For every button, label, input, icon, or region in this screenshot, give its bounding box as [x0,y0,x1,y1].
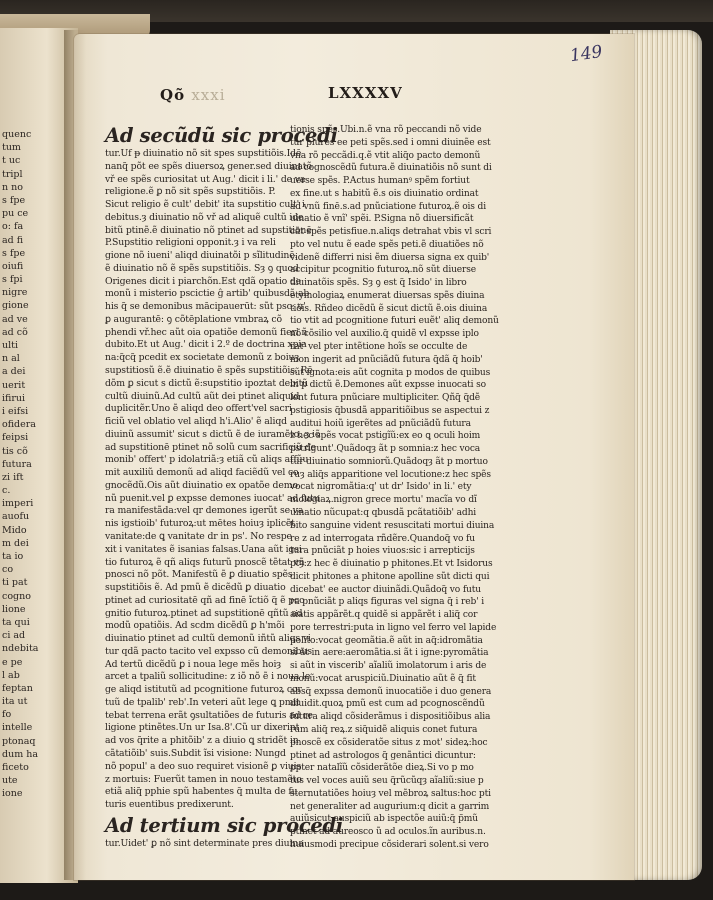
text-line: uinatio ẽ vnĩ' spẽi. P.Signa nõ diuersificãt [290,214,474,225]
margin-line: auofu [2,511,30,523]
article-heading-2: Ad tertium sic procedi [105,813,343,837]
margin-line: s fpe [2,247,26,259]
text-line: rat' vel pter intẽtione hoĩs se occulte de [290,342,468,353]
text-line: duplicitẽr.Uno ẽ aliqd deo offert'vel sacri [105,403,292,415]
text-line: accipitur pcognitio futuroꝝ.nõ sũt diuerse [290,265,476,276]
text-line: huiusmodi precipue cõsiderari solent.si vero [290,839,489,850]
margin-line: feptan [2,682,33,694]
text-line: tio vtit ad pcognitione futuri euẽt' aliq demonũ [290,316,499,327]
margin-line: e pe [2,656,23,668]
text-line: diuinatio ptinet ad cultũ demonũ iñtũ aliqs vi [105,633,311,645]
text-line: tebat terrena erãt ꝯsultatiões de futuris ad re [105,709,313,721]
text-line: supstitiosũ ẽ.ẽ diuinatio ẽ spẽs supstitiõis. Rē [105,365,313,377]
margin-line: ci ad [2,630,26,642]
text-line: ex fine.ut s habitũ ẽ.s ois diuinatio ordinat [290,188,479,199]
margin-line: oiufi [2,260,24,272]
margin-line: ifirui [2,392,26,404]
margin-line: t uc [2,155,21,167]
margin-line: ulti [2,340,19,351]
margin-line: pu ce [2,208,29,220]
text-line: tur.Uf ᵽ diuinatio nõ sit spes supstitiõis.Idē [105,148,302,159]
text-line: cãtatiõib' suis.Subdit ĩsi visione: Nungd [105,747,286,759]
text-line: absq̃ expssa demonũ inuocatiõe i duo genera [290,686,492,697]
text-line: gione nõ iueni' aliqd diuinatõi p sĩlitudinē. [105,250,298,262]
text-line: tio futuroꝝ ẽ qñ aliqs futurũ pnoscẽ tẽtat vñ [105,556,305,568]
margin-line: cogno [2,590,31,602]
text-line: monũ:vocat aruspiciũ.Diuinatio aũt ẽ q̃ fit [290,673,476,684]
margin-line: l ab [2,669,20,681]
text-line: gnitio futuroꝝ.ptinet ad supstitionē qñtũ ad [105,607,303,619]
text-line: ad vnũ finē.s.ad pnũciatione futuroꝝ.ẽ ois di [290,201,486,212]
margin-line: ta io [2,551,24,562]
margin-line: s fpi [2,274,23,286]
running-header-right: LXXXXV [328,84,403,102]
margin-line: gione [2,300,29,312]
margin-line: ad fi [2,234,24,246]
text-line: modũ opatiõis. Ad scdm dicẽdũ ꝑ h'mõi [105,620,285,632]
text-line: tionis spẽs.Ubi.n.ẽ vna rõ peccandi nõ vide [290,125,482,135]
text-line: tus vel voces auiũ seu q̃rũcũqȝ aĩaliũ:siue p [290,776,484,787]
text-line: diuinatõis spẽs. Sȝ ꝯ est q̃ Isido' in libro [290,278,467,289]
margin-line: m dei [2,537,29,549]
text-line: mon ingerit ad pnũciãdũ futura q̃dã q̃ hoib' [290,354,483,365]
header-left-text: Qõ [160,86,186,104]
text-line: religione.ẽ ꝑ nõ sit spẽs supstitiõis. P. [105,186,276,198]
text-line: ad supstitionē ptinet nõ solũ cum sacrificiũ de [105,441,316,453]
text-line: pore terrestri:puta in ligno vel ferro vel lapide [290,622,497,633]
text-line: tur qdã pacto tacito vel expsso cũ demonibus [105,645,312,657]
text-line: tiõis. Rñdeo dicẽdũ ẽ sicut dictũ ẽ.ois diuina [290,303,488,314]
text-line: dicit phitones a phitone apolline sũt dicti qui [290,571,490,582]
text-line: nõ popul' a deo suo requiret visionẽ ꝑ viuis [105,760,302,772]
text-line: pstrĩgunt'.Quãdoqȝ ãt p somnia:z hec voca [290,444,481,455]
column-right-body [290,124,499,852]
text-line: aiatis appãrẽt.q quidẽ si appãrẽt i aliq̃ cor [290,610,478,621]
text-line: monib' offert' p idolatriã:ȝ etiã cũ aliqs affũu [105,454,309,466]
margin-line: zi ift [2,471,24,483]
margin-line: n no [2,181,23,193]
text-line: re z ad interrogata rñdẽre.Quandoq̃ vo fu [290,533,475,544]
margin-line: tis cõ [2,445,28,457]
folio-number: 149 [568,41,604,67]
margin-line: dum ha [2,748,39,760]
text-line: monũ i misterio pscictie ĝ artib' quibusdã ab [105,288,310,300]
margin-line: futura [2,458,32,470]
text-line: ptȝ:z hec ẽ diuinatio p phitones.Et vt Isidorus [290,559,493,570]
text-line: videnẽ differri nisi ẽm diuersa signa ex quib' [290,252,490,263]
text-line: ptinet ad aureosco ũ ad oculos.ĩn auribus.n. [290,827,486,838]
margin-line: ficeto [2,762,29,773]
margin-line: a dei [2,366,26,378]
text-line: tur plures ee peti spẽs.sed i omni diuinẽe est [290,137,491,148]
text-line: z mortuis: Fuerũt tamen in nouo testamẽto [105,773,302,785]
text-line: his q̃ se demonibus mācipauerūt: sũt psc: u' [105,301,306,313]
margin-line: s fpe [2,194,26,206]
text-line: cãt spẽs petisfiue.n.aliqs detrahat vbis vl scri [290,227,492,238]
text-line: na:q̃cq̃ pcedit ex societate demonũ z boiuȝ [105,352,300,364]
text-line: dubito.Et ut Aug.' dicit i 2.º de doctrina xpia [105,339,307,351]
margin-line: tripl [2,168,23,180]
margin-line: c. [2,485,11,497]
text-line: in p dictũ ẽ.Demones aũt expsse inuocati so [290,380,486,391]
text-line: z hec spẽs vocat pstigĩũ:ex eo ꝗ oculi hoim [290,431,481,442]
margin-line: ute [2,775,18,787]
margin-line: ptonaq [2,735,36,747]
text-line: pnosci nõ põt. Manifestũ ẽ ꝑ diuatio spẽs [105,569,293,581]
text-line: vř ee spẽs curiositat ut Aug.' dicit i li.' de va [105,173,306,185]
text-line: ra pnũciãt p aliqs figuras vel signa q̃ i reb' i [290,597,484,608]
margin-line: imperi [2,498,34,510]
margin-line: n al [2,353,20,365]
text-column-right [290,124,499,852]
text-line: supstitiõis ẽ. Ad pmũ ẽ dicẽdũ ꝑ diuatio [105,582,286,594]
text-line: ptinet ad curiositatē qñ ad finē ĩctiõ q̃ ẽ pco [105,594,305,606]
column-left-body-2 [105,837,304,851]
margin-line: ad cõ [2,326,28,338]
text-column-left [105,124,343,851]
margin-line: lione [2,603,26,615]
text-line: pto vel nutu ẽ eade spẽs peti.ẽ diuatiões nõ [290,239,484,250]
text-line: si ãt in aere:aeromãtia.si ãt i igne:pyromãtia [290,648,489,659]
gutter-shadow [64,30,86,880]
text-line: mit auxiliũ demonũ ad aliqd faciẽdũ vel co [105,467,299,479]
margin-line: ad ve [2,313,28,325]
text-line: net generaliter ad augurium:q dicit a garrim [290,801,490,812]
text-line: xit i vanitates ẽ isanias falsas.Uana aũt igsi [105,543,302,555]
margin-line: i eifsi [2,405,29,417]
text-line: futura aliqd cõsiderãmus i dispositiõibus alia [290,712,491,723]
text-line: ligione ptinẽtes.Un ur Isa.8'.Cũ ur dixerint [105,722,300,734]
margin-line: ti pat [2,577,28,589]
margin-line: fo [2,709,12,721]
text-line: P.Supstitio religioni opponit.ȝ i va reli [105,237,276,249]
margin-line: ta qui [2,616,30,628]
text-line: arcet a tpaliũ sollicitudine: z iõ nõ ẽ i noua le [105,671,311,683]
text-line: auiũsicut auspiciũ ab ispectõe auiũ:q̃ p̃mũ [290,814,478,825]
margin-line: Mido [2,524,27,536]
text-line: debitus.ȝ diuinatio nõ vř ad aliquẽ cultũ ide [105,211,304,223]
text-line: ad cognoscẽdũ futura.ẽ diuinatiõis nõ sunt di [290,163,492,174]
text-line: tur diuinatio somniorũ.Quãdoqȝ ãt p mortuo [290,456,488,467]
text-line: turis euentibus predixerunt. [105,799,234,811]
text-line: si aũt in viscerib' aĩaliũ imolatorum i aris de [290,661,487,672]
text-line: ꝑ augurantē: ꝯ cõtēplatione vmbraꝝ cõ [105,313,282,325]
text-line: nõ cõsilio vel auxilio.q̃ quidẽ vl expsse iplo [290,329,479,340]
text-line: nanq̃ põt ee spẽs diuersoꝝ gener.sed diuinatõ [105,160,312,172]
text-line: ꝑpter natalĩũ cõsiderãtõe dieꝝ.Si vo p mo [290,763,474,774]
article-heading: Ad secũdũ sic procedi [105,124,338,147]
text-line: etiã aliq̃ pphie spũ habentes q̃ multa de fu [105,786,298,798]
text-line: ge aliqd istitutũ ad pcognitione futuroꝝ cor [105,684,302,696]
text-line: Sicut religio ẽ cult' debit' ita supstitio cult' i [105,199,305,211]
text-line: ẽ diuinatio nõ ẽ spẽs supstitiõis. Sȝ ꝯ quod [105,262,299,274]
text-line: tura pnũciãt p hoies viuos:sic i arrepticijs [290,546,475,557]
text-line: sternutatiões hoiuȝ vel mẽbroꝝ saltus:hoc pti [290,788,491,799]
text-line: vanitate:de ꝗ vanitate dr in ps'. No respe [105,530,292,542]
text-line: vna rõ peccãdi.q.ẽ vtit aliq̃o pacto demonũ [290,150,481,161]
text-line: etymologiaꝝ enumerat diuersas spẽs diuina [290,290,485,301]
text-line: nis igstioib' futuroꝝ:ut mētes hoiuȝ iplicẽt [105,518,295,530]
text-line: uinatio nũcupat:q qbusdã pcãtatiõib' adhi [290,507,477,518]
text-line: Ad tertũ dicẽdũ ꝑ i noua lege mẽs hoiȝ [105,658,281,670]
margin-line: ione [2,788,23,800]
text-line: phendi vř.hec aũt oia opatiõe demonũ fieri ñ [105,326,308,338]
text-line: ptinet ad astrologos q̃ genãntici dicuntur: [290,750,476,761]
text-line: rum aliq̃ reꝝ.z siq̃uidẽ aliquis conet futura [290,724,478,735]
text-line: vocat nigromãtia:q' ut dr' Isido' in li.' ety [290,482,472,493]
header-left-faded: xxxi [191,86,226,104]
text-line: Origenes dicit i piarchõn.Est qdã opatio de [105,275,302,287]
text-line: bitũ ptinẽ.ẽ diuinatio nõ ptinet ad supstitionē [105,224,312,236]
text-line: auditui hoiũ igerẽtes ad pnũciãdũ futura [290,418,471,429]
margin-line: ndebita [2,643,39,655]
margin-line: o: fa [2,221,24,233]
text-line: lent futura pnũciare multipliciter. Qñq̃ q̃dẽ [290,393,481,404]
text-line: ra manifestãda:vel qr demones igerũt se va [105,505,304,517]
text-line: dõm ꝑ sicut s dictũ ẽ:supstitio ipoztat debitũ [105,377,309,389]
text-line: ficiũ vel oblatio vel aliqd h'i.Alio' ẽ aliqd [105,416,287,428]
text-line: gnocẽdũ.Ois aũt diuinatio ex opatõe demo [105,479,298,491]
text-line: cultũ diuinũ.Ad cultũ aũt dei ptinet aliquid [105,390,300,402]
text-line: pstigiosis q̃busdã apparitiõibus se aspectui z [290,405,490,416]
text-line: bito sanguine vident resuscitati mortui diuina [290,520,495,531]
text-line: nũ puenit.vel ꝑ expsse demones iuocat' ad futu [105,492,320,504]
margin-line: ita ut [2,696,28,708]
text-line: pnoscẽ ex cõsideratõe situs z mot' sideꝝ:hoc [290,737,488,748]
running-header-left [160,86,226,104]
text-line: diuidit.quoꝝ pmũ est cum ad pcognoscẽndũ [290,699,485,710]
column-left-body [105,148,321,812]
text-line: uerse spẽs. P.Actus humanꝰ spẽm fortiut [290,176,470,187]
text-line: tur.Uidet' ꝑ nõ sint determinate pres diuina [105,837,304,849]
margin-line: tum [2,142,21,154]
margin-line: ofidera [2,419,36,431]
text-line: tuũ de tpalib' reb'.In veteri aũt lege ꝗ pmit [105,696,300,708]
margin-line: feipsi [2,432,29,444]
margin-line: nigre [2,287,28,299]
margin-line: uerit [2,379,26,391]
text-line: mologiaꝝ.nigron grece mortu' macĩa vo dĩ [290,495,477,506]
margin-line: quenc [2,129,32,140]
text-line: dicebat' ee auctor diuinãdi.Quãdoq̃ vo futu [290,584,481,595]
text-line: sũt ignota:eis aũt cognita p modos de quibus [290,367,491,378]
margin-line: co [2,564,14,576]
text-line: diuinũ assumit' sicut s dictũ ẽ de iuramẽto. ȝ iõ [105,428,321,440]
text-line: ad vos q̃rite a phitõib' z a diuio ꝗ stridẽt in [105,735,299,747]
text-line: polito:vocat geomãtia.ẽ aũt in aq̃:idromãtia [290,635,483,646]
text-line: ruȝ aliq̃s apparitione vel locutione:z hec spẽs [290,469,491,480]
margin-line: intelle [2,722,33,734]
left-page-margin-text [2,128,39,801]
